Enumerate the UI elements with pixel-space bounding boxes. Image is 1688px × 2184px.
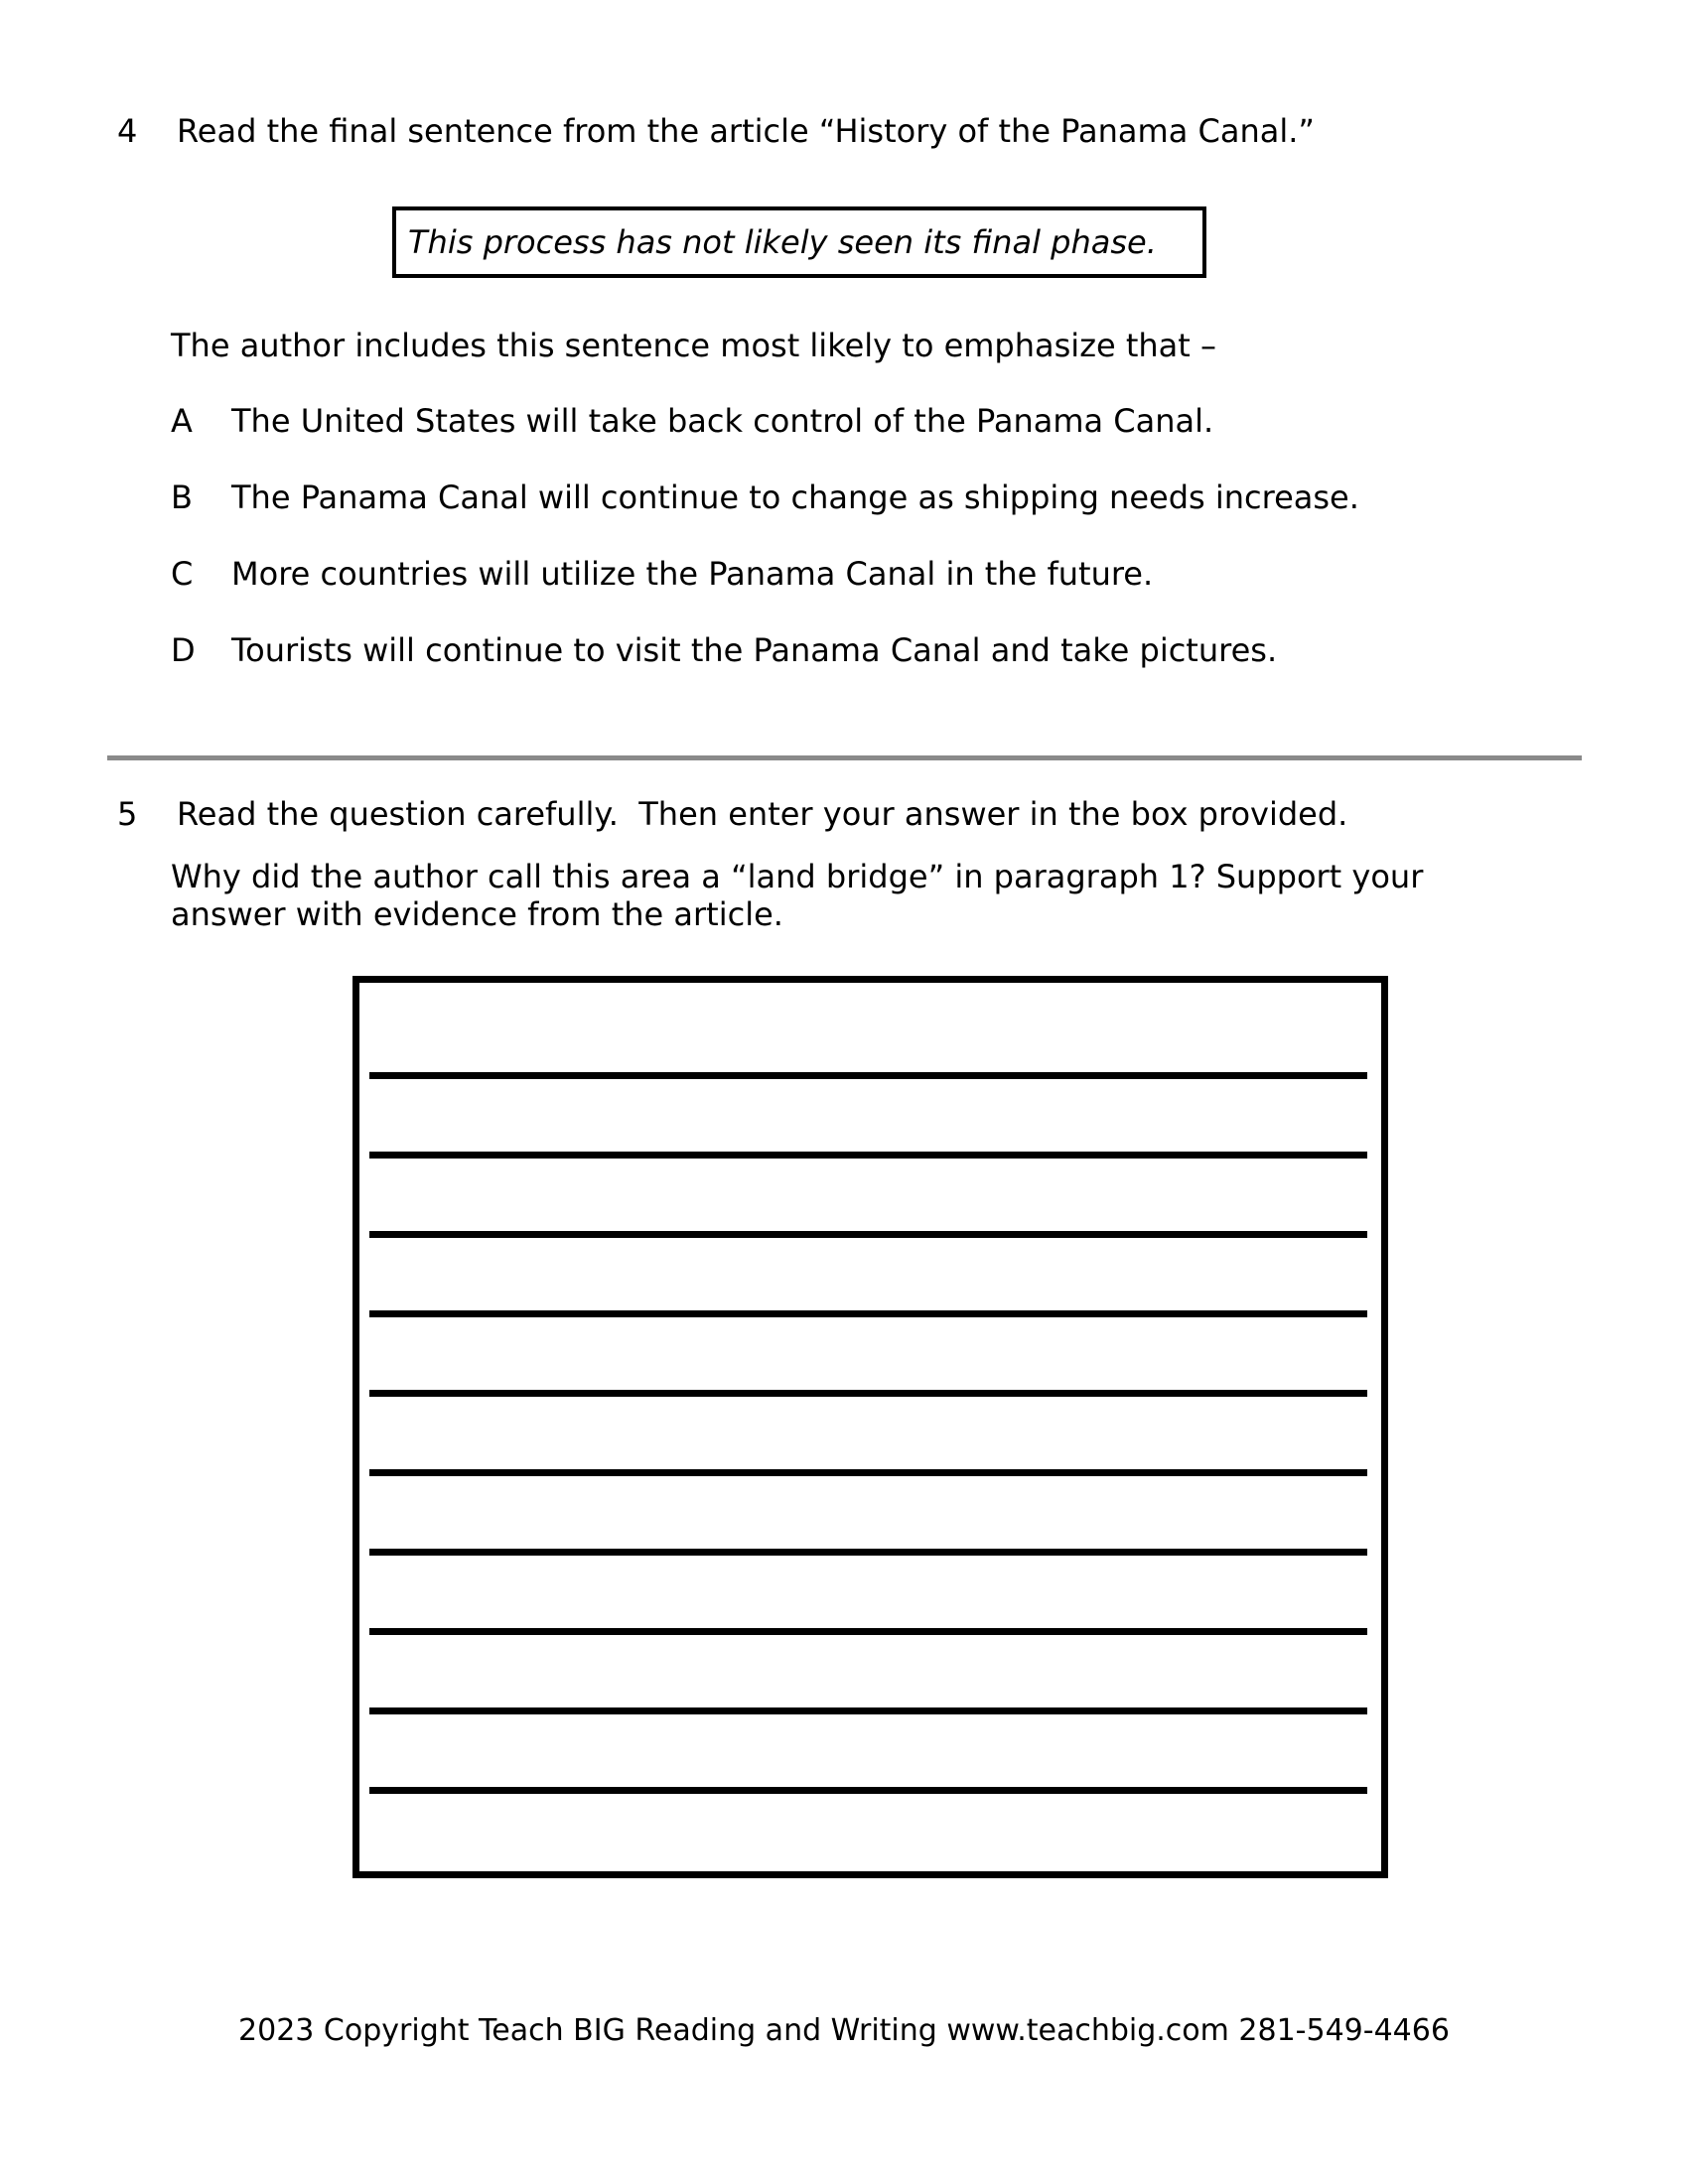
answer-ruled-line [369, 1072, 1367, 1079]
option-d-text: Tourists will continue to visit the Panama Canal and take pictures. [231, 631, 1278, 669]
answer-ruled-line [369, 1549, 1367, 1556]
page-footer: 2023 Copyright Teach BIG Reading and Writing www.teachbig.com 281-549-4466 [238, 2013, 1450, 2048]
question-5-prompt: Read the question carefully. Then enter your answer in the box provided. [177, 795, 1348, 833]
option-a[interactable] [171, 401, 1611, 441]
question-5-row [117, 794, 1626, 834]
option-a-text: The United States will take back control of the Panama Canal. [231, 402, 1214, 440]
option-d-letter: D [171, 631, 196, 669]
answer-ruled-line [369, 1152, 1367, 1159]
section-divider [107, 755, 1582, 760]
option-c-text: More countries will utilize the Panama Canal in the future. [231, 555, 1154, 593]
answer-ruled-line [369, 1707, 1367, 1714]
question-4-prompt: Read the final sentence from the article “History of the Panama Canal.” [177, 112, 1315, 150]
question-4-stem: The author includes this sentence most likely to emphasize that – [171, 327, 1216, 364]
answer-ruled-line [369, 1787, 1367, 1794]
option-c-letter: C [171, 555, 194, 593]
option-a-letter: A [171, 402, 193, 440]
answer-ruled-line [369, 1310, 1367, 1317]
answer-ruled-line [369, 1469, 1367, 1476]
answer-ruled-line [369, 1231, 1367, 1238]
option-c[interactable] [171, 554, 1611, 594]
answer-box[interactable] [352, 976, 1388, 1878]
question-5-stem: Why did the author call this area a “land bridge” in paragraph 1? Support your answer with evidence from the article. [171, 858, 1424, 933]
answer-ruled-line [369, 1390, 1367, 1397]
answer-ruled-line [369, 1628, 1367, 1635]
option-b-letter: B [171, 478, 193, 516]
option-b-text: The Panama Canal will continue to change as shipping needs increase. [231, 478, 1359, 516]
option-d[interactable] [171, 630, 1611, 670]
question-4-number: 4 [117, 112, 138, 150]
question-4-row [117, 111, 1626, 151]
quoted-sentence-box [392, 206, 1206, 278]
option-b[interactable] [171, 478, 1611, 517]
question-5-number: 5 [117, 795, 138, 833]
quoted-sentence-text: This process has not likely seen its final phase. [408, 223, 1157, 261]
